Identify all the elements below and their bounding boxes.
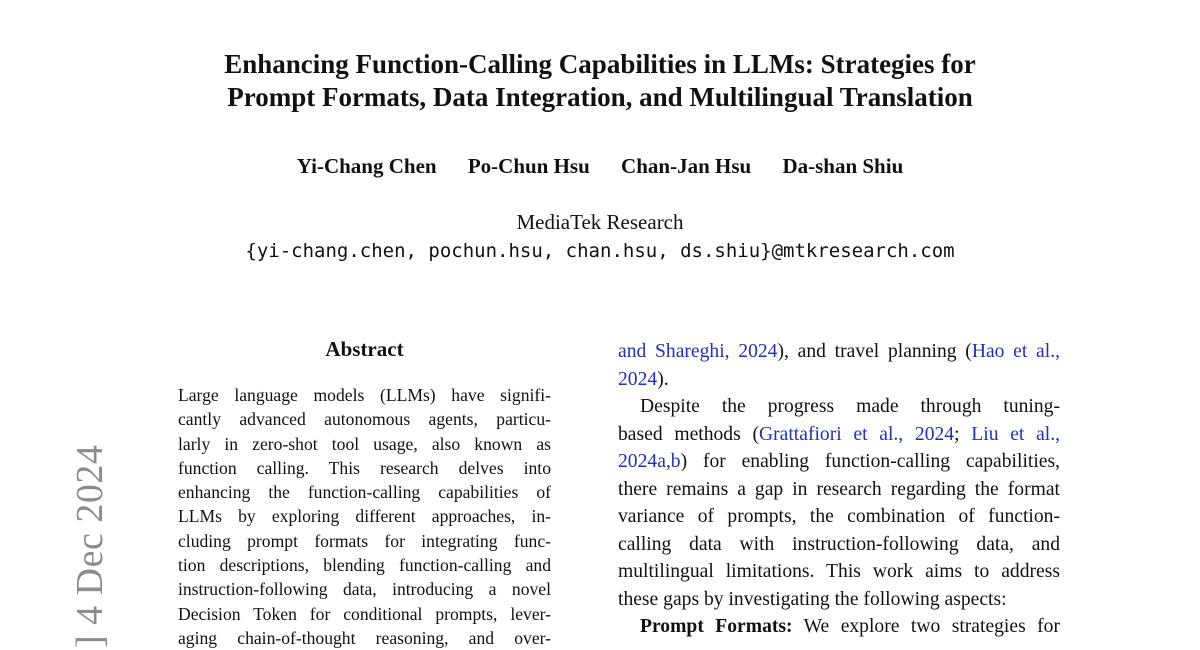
right-column-body (618, 338, 1060, 641)
author-name: Da-shan Shiu (782, 154, 904, 178)
citation-link[interactable]: Grattafiori et al., 2024 (758, 423, 955, 445)
body-text: ) for enabling function-calling capabilities, (680, 451, 1060, 472)
body-line: Despite the progress made through tuning- (640, 396, 1060, 417)
body-text: ). (657, 368, 669, 390)
citation-link[interactable]: 2024a,b (618, 451, 681, 472)
body-line (618, 613, 1060, 641)
citation-link[interactable]: 2024 (618, 368, 658, 390)
body-line (618, 448, 1060, 476)
paragraph-heading: Prompt Formats: (640, 616, 793, 637)
abstract-line: Decision Token for conditional prompts, lever- (178, 603, 551, 624)
abstract-line: function calling. This research delves into (178, 457, 551, 478)
author-name: Chan-Jan Hsu (621, 154, 752, 178)
citation-link[interactable]: Hao et al., (971, 341, 1060, 362)
body-line (618, 338, 1060, 366)
body-line: multilingual limitations. This work aims to address (618, 561, 1060, 582)
abstract-line: Large language models (LLMs) have signifi- (178, 385, 551, 405)
title-line-2: Prompt Formats, Data Integration, and Multilingual Translation (227, 82, 973, 112)
abstract-line: cantly advanced autonomous agents, particu- (178, 409, 551, 430)
abstract-line: larly in zero-shot tool usage, also known as (178, 433, 551, 454)
body-line (618, 366, 1060, 394)
affiliation: MediaTek Research (516, 210, 684, 234)
body-text: ), and travel planning ( (777, 341, 972, 362)
abstract-body (178, 383, 551, 650)
body-line: there remains a gap in research regarding the format (618, 478, 1060, 500)
citation-link[interactable]: and Shareghi, 2024 (618, 341, 778, 362)
title-line-1: Enhancing Function-Calling Capabilities in LLMs: Strategies for (224, 49, 976, 79)
paper-title (150, 48, 1050, 114)
abstract-line: LLMs by exploring different approaches, in- (178, 506, 551, 527)
author-emails: {yi-chang.chen, pochun.hsu, chan.hsu, ds.shiu}@mtkresearch.com (245, 240, 955, 262)
author-name: Yi-Chang Chen (296, 154, 437, 178)
abstract-line: instruction-following data, introducing a novel (178, 579, 551, 600)
abstract-line: aging chain-of-thought reasoning, and over- (178, 627, 551, 648)
body-line: variance of prompts, the combination of function- (618, 506, 1060, 527)
abstract-line: enhancing the function-calling capabilities of (178, 482, 551, 503)
author-name: Po-Chun Hsu (467, 154, 590, 178)
author-list (150, 154, 1050, 179)
citation-link[interactable]: Liu et al., (971, 423, 1061, 445)
body-line: these gaps by investigating the following aspects: (618, 588, 1007, 610)
abstract-line: cluding prompt formats for integrating func- (178, 530, 551, 551)
abstract-heading: Abstract (325, 337, 404, 361)
body-text: based methods ( (618, 423, 759, 445)
arxiv-date-stamp: ] 4 Dec 2024 (69, 444, 111, 648)
body-text: ; (954, 423, 972, 445)
body-text: We explore two strategies for (792, 616, 1060, 637)
abstract-line: tion descriptions, blending function-calling and (178, 555, 551, 576)
body-line (618, 421, 1060, 449)
arxiv-side-stamp (26, 430, 111, 648)
body-line: calling data with instruction-following data, and (618, 533, 1060, 555)
